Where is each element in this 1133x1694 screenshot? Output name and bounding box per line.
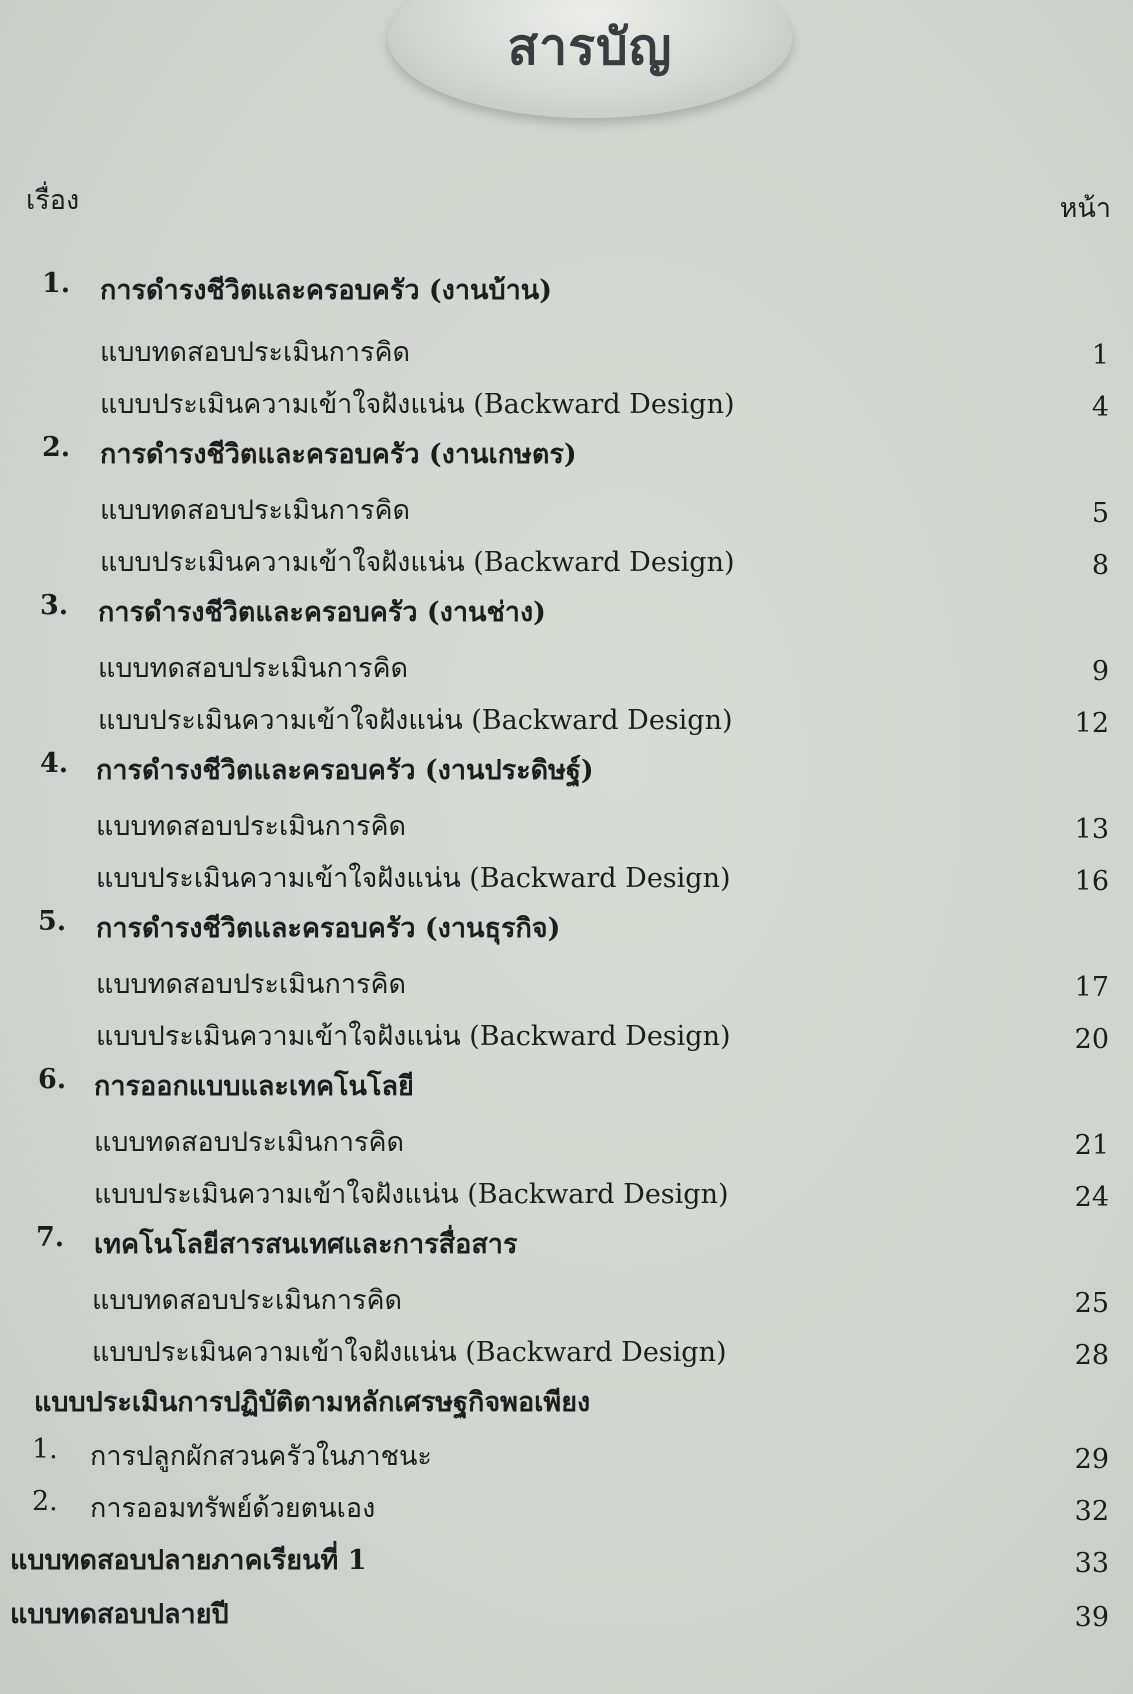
section-title: การดำรงชีวิตและครอบครัว (งานธุรกิจ)	[96, 913, 561, 944]
entry-page: 1	[1091, 340, 1109, 371]
entry-page: 32	[1074, 1496, 1109, 1527]
entry-page: 17	[1074, 972, 1109, 1003]
entry-label: แบบประเมินความเข้าใจฝังแน่น (Backward Design)	[94, 1179, 729, 1210]
toc-entry-year-test	[0, 1599, 1133, 1650]
section-number: 5.	[38, 906, 67, 937]
section-number: 4.	[40, 748, 69, 779]
column-header-topic: เรื่อง	[26, 185, 80, 216]
entry-label: แบบประเมินความเข้าใจฝังแน่น (Backward Design)	[100, 547, 735, 578]
toc-entry-semester-test	[0, 1545, 1133, 1596]
entry-label: แบบทดสอบปลายปี	[10, 1599, 229, 1630]
section-title: แบบประเมินการปฏิบัติตามหลักเศรษฐกิจพอเพียง	[34, 1387, 591, 1418]
toc-section-sufficiency	[0, 1387, 1133, 1438]
entry-page: 33	[1074, 1548, 1109, 1579]
entry-label: แบบทดสอบประเมินการคิด	[92, 1285, 403, 1316]
section-number: 6.	[38, 1064, 67, 1095]
entry-page: 4	[1091, 392, 1109, 423]
entry-label: แบบทดสอบประเมินการคิด	[100, 337, 411, 368]
section-title: การดำรงชีวิตและครอบครัว (งานเกษตร)	[100, 439, 577, 470]
entry-number: 2.	[32, 1486, 58, 1517]
entry-page: 9	[1091, 656, 1109, 687]
entry-label: การปลูกผักสวนครัวในภาชนะ	[90, 1441, 432, 1472]
entry-page: 24	[1074, 1182, 1109, 1213]
section-title: การดำรงชีวิตและครอบครัว (งานช่าง)	[98, 597, 546, 628]
entry-label: แบบประเมินความเข้าใจฝังแน่น (Backward Design)	[100, 389, 735, 420]
section-number: 1.	[42, 268, 71, 299]
section-title: เทคโนโลยีสารสนเทศและการสื่อสาร	[94, 1229, 518, 1260]
entry-page: 20	[1074, 1024, 1109, 1055]
entry-label: แบบทดสอบประเมินการคิด	[96, 969, 407, 1000]
entry-number: 1.	[32, 1434, 58, 1465]
entry-label: แบบประเมินความเข้าใจฝังแน่น (Backward Design)	[96, 1021, 731, 1052]
entry-page: 16	[1074, 866, 1109, 897]
section-number: 2.	[42, 432, 71, 463]
toc-section-6	[0, 1064, 1133, 1122]
entry-page: 13	[1074, 814, 1109, 845]
entry-page: 5	[1091, 498, 1109, 529]
toc-section-4	[0, 748, 1133, 806]
section-number: 3.	[40, 590, 69, 621]
entry-page: 8	[1091, 550, 1109, 581]
entry-page: 12	[1074, 708, 1109, 739]
entry-label: แบบทดสอบปลายภาคเรียนที่ 1	[10, 1545, 367, 1576]
entry-label: แบบประเมินความเข้าใจฝังแน่น (Backward Design)	[98, 705, 733, 736]
entry-label: แบบประเมินความเข้าใจฝังแน่น (Backward Design)	[96, 863, 731, 894]
section-title: การดำรงชีวิตและครอบครัว (งานประดิษฐ์)	[96, 755, 594, 786]
entry-label: แบบทดสอบประเมินการคิด	[96, 811, 407, 842]
entry-page: 25	[1074, 1288, 1109, 1319]
column-header-page: หน้า	[1059, 193, 1111, 224]
entry-page: 28	[1074, 1340, 1109, 1371]
page-title: สารบัญ	[507, 18, 673, 76]
entry-page: 29	[1074, 1444, 1109, 1475]
toc-section-5	[0, 906, 1133, 964]
section-title: การดำรงชีวิตและครอบครัว (งานบ้าน)	[100, 275, 553, 306]
entry-label: แบบประเมินความเข้าใจฝังแน่น (Backward Design)	[92, 1337, 727, 1368]
entry-page: 39	[1074, 1602, 1109, 1633]
toc-section-2	[0, 432, 1133, 490]
section-title: การออกแบบและเทคโนโลยี	[94, 1071, 414, 1102]
toc-section-7	[0, 1222, 1133, 1280]
entry-label: แบบทดสอบประเมินการคิด	[98, 653, 409, 684]
entry-label: แบบทดสอบประเมินการคิด	[94, 1127, 405, 1158]
entry-label: แบบทดสอบประเมินการคิด	[100, 495, 411, 526]
section-number: 7.	[36, 1222, 65, 1253]
toc-section-3	[0, 590, 1133, 648]
entry-label: การออมทรัพย์ด้วยตนเอง	[90, 1493, 376, 1524]
toc-section-1	[0, 268, 1133, 314]
entry-page: 21	[1074, 1130, 1109, 1161]
